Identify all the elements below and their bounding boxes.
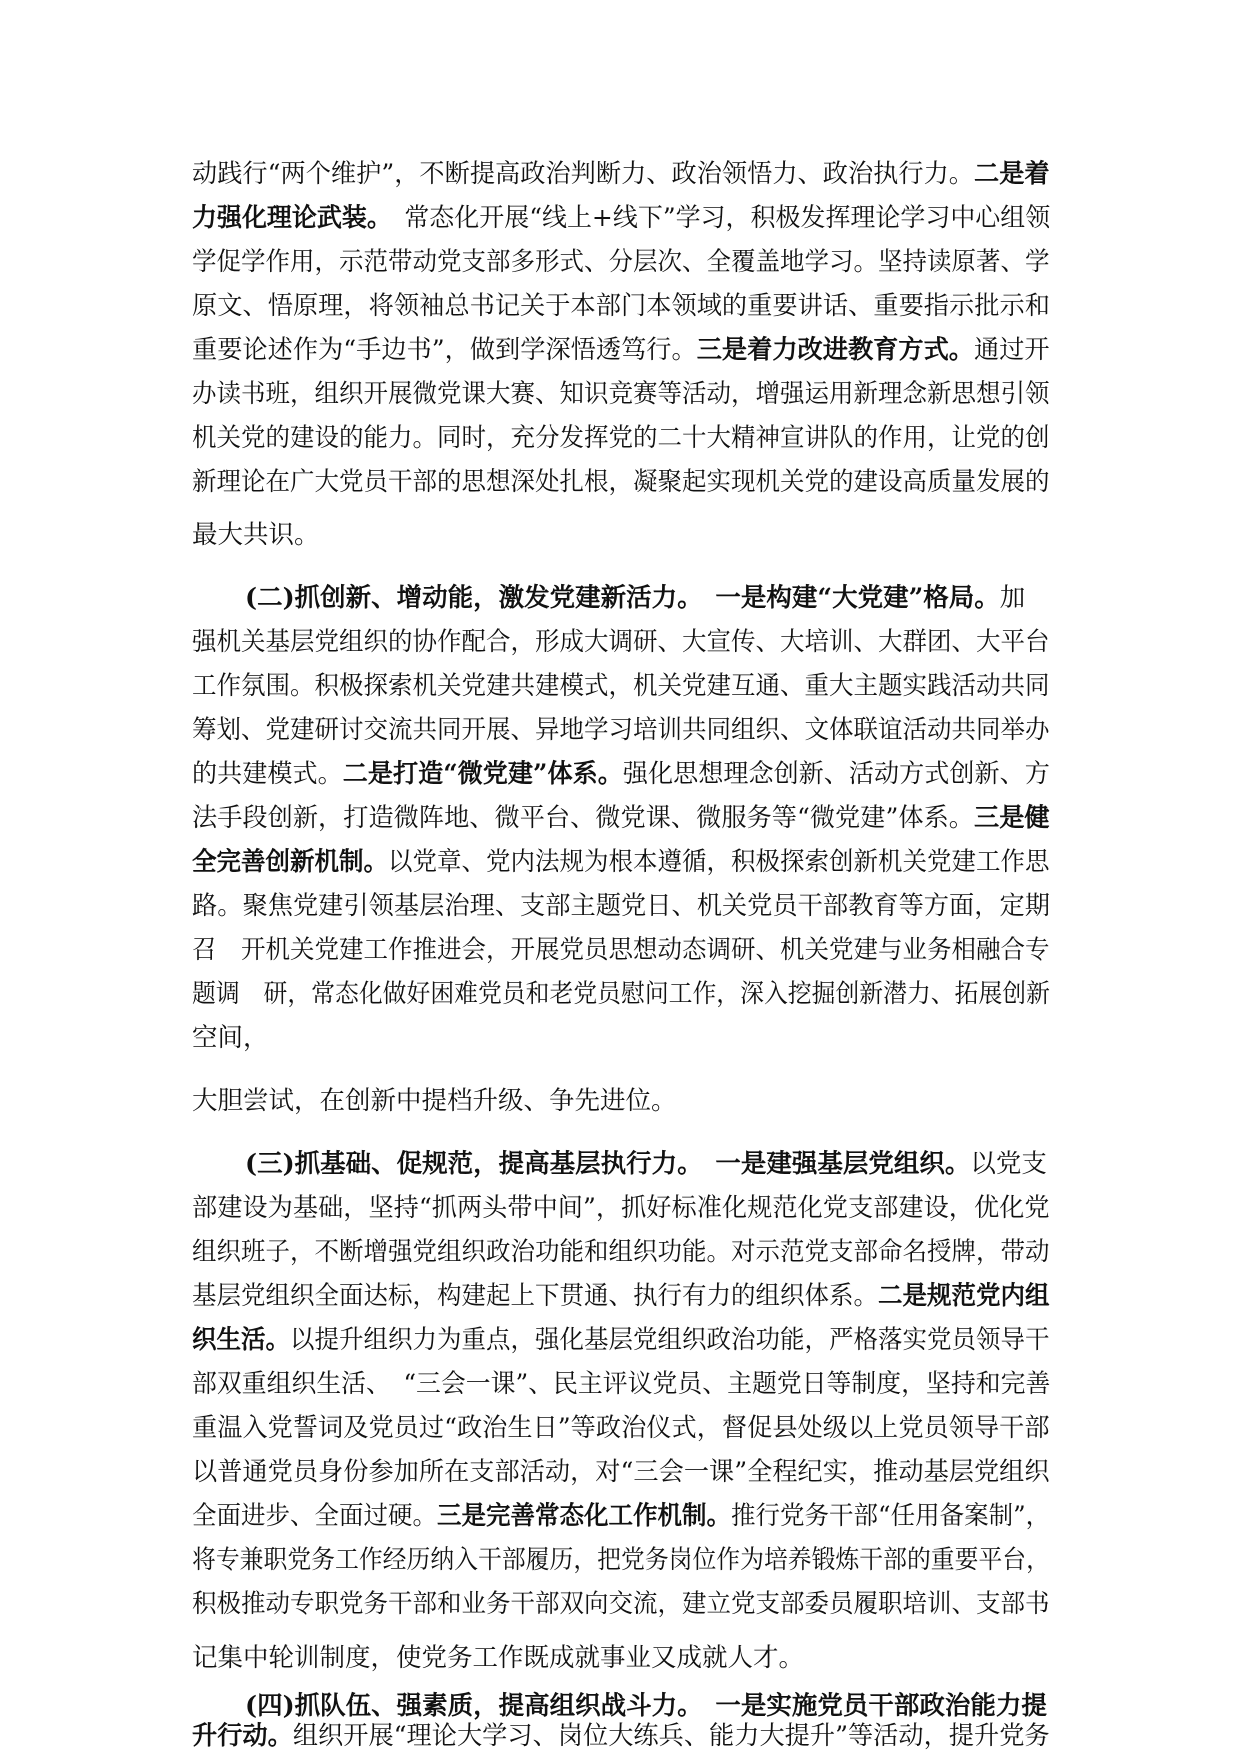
text-run: 部建设为基础，坚持“抓两头带中间”，抓好标准化规范化党支部建设，优化党 [192,1193,1050,1223]
text-run: 重要论述作为“手边书”，做到学深悟透笃行。 [192,335,697,365]
text-line [192,1586,1050,1622]
text-run [690,1149,716,1179]
text-line [192,244,1050,280]
text-line [192,1410,1050,1446]
text-line [192,200,1050,236]
text-line [192,288,1050,324]
text-line [192,1718,1050,1754]
text-run: 机关党的建设的能力。同时，充分发挥党的二十大精神宣讲队的作用，让党的创 [192,423,1050,453]
text-run: 强化思想理念创新、活动方式创新、方 [622,759,1050,789]
text-line [192,1234,1050,1270]
text-line [192,932,1050,968]
text-run: 以党章、党内法规为根本遵循，积极探索创新机关党建工作思 [388,847,1050,877]
text-line [192,1640,804,1676]
section-heading-line [245,1146,1047,1182]
text-run: 法手段创新，打造微阵地、微平台、微党课、微服务等“微党建”体系。 [192,803,974,833]
text-run: 召 开机关党建工作推进会，开展党员思想动态调研、机关党建与业务相融合专 [192,935,1050,965]
text-run: 强机关基层党组织的协作配合，形成大调研、大宣传、大培训、大群团、大平台 [192,627,1050,657]
text-line [192,464,1050,500]
text-run: 以提升组织力为重点，强化基层党组织政治功能，严格落实党员领导干 [290,1325,1050,1355]
text-line [192,420,1050,456]
text-run: 工作氛围。积极探索机关党建共建模式，机关党建互通、重大主题实践活动共同 [192,671,1050,701]
text-run: 基层党组织全面达标，构建起上下贯通、执行有力的组织体系。 [192,1281,879,1311]
text-line [192,1083,677,1119]
text-run: 推行党务干部“任用备案制”， [731,1501,1051,1531]
text-line [192,517,320,553]
text-line [192,976,1050,1012]
text-line [192,1366,1050,1402]
text-line [192,624,1050,660]
text-line [192,1190,1050,1226]
text-run: 的共建模式。 [192,759,343,789]
section-heading-line [245,580,1025,616]
text-run: 加 [999,583,1026,613]
text-run: 记集中轮训制度，使党务工作既成就事业又成就人才。 [192,1643,805,1673]
bold-text-run: 二是打造“微党建”体系。 [342,759,623,789]
text-run: 原文、悟原理，将领袖总书记关于本部门本领域的重要讲话、重要指示批示和 [192,291,1050,321]
bold-text-run: 二是着 [973,159,1050,189]
text-line [192,844,1050,880]
text-line [192,376,1050,412]
text-line [192,156,1050,192]
bold-text-run: (三)抓基础、促规范，提高基层执行力。 [245,1149,690,1179]
bold-text-run: (四)抓队伍、强素质，提高组织战斗力。 [245,1691,690,1721]
text-line [192,1498,1050,1534]
bold-text-run: (二)抓创新、增动能，激发党建新活力。 [245,583,690,613]
text-run: 空间， [192,1023,269,1053]
text-line [192,888,1050,924]
text-run: 通过开 [973,335,1050,365]
text-line [192,332,1050,368]
text-run: 全面进步、全面过硬。 [192,1501,438,1531]
text-line [192,1454,1050,1490]
text-run: 常态化开展“线上+线下”学习，积极发挥理论学习中心组领 [379,203,1051,233]
bold-text-run: 三是着力改进教育方式。 [696,335,974,365]
bold-text-run: 力强化理论武装。 [192,203,380,233]
text-line [192,800,1050,836]
text-run: 新理论在广大党员干部的思想深处扎根，凝聚起实现机关党的建设高质量发展的 [192,467,1050,497]
text-line [192,756,1050,792]
text-run: 学促学作用，示范带动党支部多形式、分层次、全覆盖地学习。坚持读原著、学 [192,247,1050,277]
text-line [192,712,1050,748]
text-line [192,668,1050,704]
text-run: 筹划、党建研讨交流共同开展、异地学习培训共同组织、文体联谊活动共同举办 [192,715,1050,745]
text-run: 以党支 [970,1149,1047,1179]
bold-text-run: 一是建强基层党组织。 [715,1149,971,1179]
text-line [192,1278,1050,1314]
text-run: 动践行“两个维护”，不断提高政治判断力、政治领悟力、政治执行力。 [192,159,974,189]
bold-text-run: 三是完善常态化工作机制。 [437,1501,732,1531]
text-run: 组织开展“理论大学习、岗位大练兵、能力大提升”等活动，提升党务 [292,1721,1050,1751]
text-run [690,1691,716,1721]
text-run: 组织班子，不断增强党组织政治功能和组织功能。对示范党支部命名授牌，带动 [192,1237,1050,1267]
text-line [192,1542,1050,1578]
bold-text-run: 二是规范党内组 [878,1281,1050,1311]
text-run: 重温入党誓词及党员过“政治生日”等政治仪式，督促县处级以上党员领导干部 [192,1413,1050,1443]
text-run: 最大共识。 [192,520,320,550]
text-run: 将专兼职党务工作经历纳入干部履历，把党务岗位作为培养锻炼干部的重要平台， [192,1545,1050,1575]
text-run: 路。聚焦党建引领基层治理、支部主题党日、机关党员干部教育等方面，定期 [192,891,1050,921]
bold-text-run: 一是实施党员干部政治能力提 [715,1691,1047,1721]
text-run: 积极推动专职党务干部和业务干部双向交流，建立党支部委员履职培训、支部书 [192,1589,1050,1619]
bold-text-run: 全完善创新机制。 [192,847,389,877]
bold-text-run: 升行动。 [192,1721,293,1751]
text-run: 部双重组织生活、 “三会一课”、民主评议党员、主题党日等制度，坚持和完善 [192,1369,1051,1399]
text-run [690,583,716,613]
text-line [192,1322,1050,1358]
text-run: 以普通党员身份参加所在支部活动，对“三会一课”全程纪实，推动基层党组织 [192,1457,1050,1487]
bold-text-run: 织生活。 [192,1325,291,1355]
text-run: 办读书班，组织开展微党课大赛、知识竞赛等活动，增强运用新理念新思想引领 [192,379,1050,409]
text-line [192,1020,269,1056]
text-run: 题调 研，常态化做好困难党员和老党员慰问工作，深入挖掘创新潜力、拓展创新 [192,979,1050,1009]
text-run: 大胆尝试，在创新中提档升级、争先进位。 [192,1086,677,1116]
bold-text-run: 一是构建“大党建”格局。 [715,583,1000,613]
bold-text-run: 三是健 [973,803,1050,833]
